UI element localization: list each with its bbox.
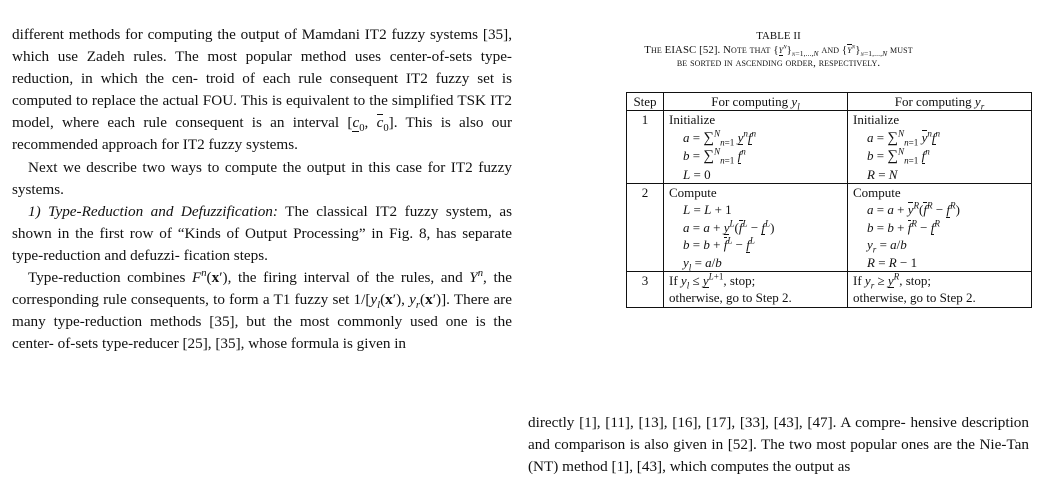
section-heading: 1) Type-Reduction and Defuzzification: <box>28 202 278 220</box>
text-line: of-sets type-reducer [25], [35], whose formula is given in <box>57 335 407 353</box>
text-line: directly [1], [11], [13], [16], [17], [33], [43], [47]. A compre- <box>528 414 906 431</box>
text-line: The classical IT2 <box>277 202 398 220</box>
text-line: troid of each rule consequent IT2 fuzzy set is computed to <box>12 70 512 110</box>
math: $F^n(x')$ <box>191 267 228 287</box>
step-cell: 1 <box>627 111 664 184</box>
text-line: , the corresponding rule consequents, to form a <box>12 269 512 309</box>
yl-cell: Compute L = L + 1 $a = a + y^L(f^L - f^L)$ $b = b + f^L - f^L$ $y_l = a/b$ <box>664 184 848 272</box>
text-line: T1 fuzzy set <box>273 291 354 309</box>
text-line: fuzzy system, as shown in the first row of “Kinds of Output <box>12 202 512 242</box>
text-line: hensive description and comparison is also given in [52]. The <box>528 414 1029 454</box>
text-line: . There are many type-reduction <box>12 291 512 331</box>
text-line: Type-reduction combines <box>28 269 192 287</box>
math: $Y^n$ <box>469 267 484 287</box>
eiasc-table <box>626 92 1032 308</box>
step-cell: 2 <box>627 184 664 272</box>
text-line: fuzzy systems [35], which use Zadeh rules. The most popular <box>12 26 512 66</box>
text-line: Next we describe two ways to compute the output in this <box>28 158 391 176</box>
text-line: TSK IT2 model, where each rule consequent is an interval <box>12 92 513 132</box>
text-line: Processing” in Fig. 8, has separate type-reduction and defuzzi- <box>12 224 512 264</box>
text-line: different methods for computing the output of Mamdani IT2 <box>12 26 387 43</box>
text-line: , the firing interval of the <box>227 269 395 287</box>
paragraph <box>12 24 512 157</box>
yl-cell: Initialize a = ∑$^N_{n=1}$ $y^nf^n$ b = ∑$^N_{n=1}$ $f^n$ L = 0 <box>664 111 848 184</box>
paragraph <box>12 201 512 267</box>
paragraph <box>528 412 1029 478</box>
text-line: replace the actual FOU. This is equivalent to the simplified <box>91 92 454 110</box>
text-line: method uses center-of-sets type-reduction, in which the cen- <box>12 48 512 88</box>
table-row <box>627 272 1032 308</box>
yr-cell: Initialize a = ∑$^N_{n=1}$ $y^nf^n$ b = ∑$^N_{n=1}$ $f^n$ R = N <box>848 111 1032 184</box>
yr-cell: If $y_r \ge y^R$, stop; otherwise, go to Step 2. <box>848 272 1032 308</box>
right-column-text <box>528 412 1029 478</box>
text-line: . This is also our recommended approach for IT2 fuzzy <box>12 114 513 154</box>
text-line: which computes the output as <box>669 458 851 476</box>
paragraph <box>12 157 512 201</box>
left-column <box>12 24 512 355</box>
table-row <box>627 184 1032 272</box>
table-row <box>627 111 1032 184</box>
text-line: methods [35], but the most commonly used one is the center- <box>12 313 512 353</box>
paragraph <box>12 267 512 355</box>
table-caption <box>528 30 1029 71</box>
table-header-row <box>627 93 1032 111</box>
header-step: Step <box>627 93 664 111</box>
yr-cell: Compute $a = a + y^R(f^R - f^R)$ $b = b + f^R - f^R$ $y_r = a/b$ R = R − 1 <box>848 184 1032 272</box>
yl-cell: If $y_l \le y^{L+1}$, stop; otherwise, go to Step 2. <box>664 272 848 308</box>
header-yl: For computing $y_l$ <box>664 93 848 111</box>
caption-line: The EIASC [52]. Note that $\{y^n\}_{n=1,...,N}$ and $\{y^n\}_{n=1,...,N}$ must <box>644 41 913 58</box>
text-line: fication steps. <box>183 246 268 264</box>
text-line: two most popular ones are the Nie-Tan (NT) method [1], [43], <box>528 436 1030 476</box>
text-line: case for IT2 fuzzy systems. <box>12 158 512 198</box>
caption-line: be sorted in ascending order, respectively. <box>676 57 881 70</box>
step-cell: 3 <box>627 272 664 308</box>
text-line: rules, and <box>400 269 470 287</box>
interval-math: [$c_0$, $c_0$] <box>347 114 394 135</box>
table-number: TABLE II <box>756 30 801 42</box>
text-line: systems. <box>246 136 298 154</box>
header-yr: For computing $y_r$ <box>848 93 1032 111</box>
math: $1/[y_l(x')$, $y_r(x')$] <box>353 291 447 312</box>
